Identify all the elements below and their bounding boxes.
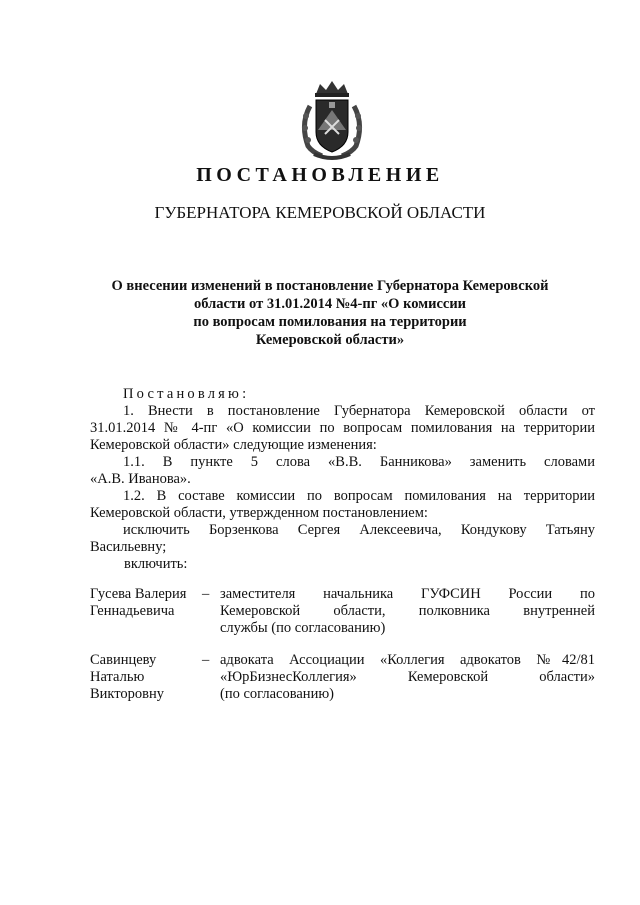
heading-line: по вопросам помилования на территории [193, 314, 467, 330]
decree-word: Постановляю: [123, 386, 250, 402]
member-role-line: адвоката Ассоциации «Коллегия адвокатов №42/81 [220, 652, 595, 668]
member-name [90, 586, 202, 637]
member-role [220, 586, 595, 637]
body-line: 1.2. В составе комиссии по вопросам помилования на территории [123, 488, 595, 504]
member-role-line: «ЮрБизнесКоллегия» Кемеровской области» [220, 669, 595, 685]
coat-of-arms-emblem [296, 80, 368, 162]
body-line: 31.01.2014 № 4-пг «О комиссии по вопросам помилования на территории [90, 420, 595, 436]
body-line: «А.В. Иванова». [90, 471, 191, 487]
member-dash: – [202, 652, 210, 668]
member-entry [90, 586, 595, 637]
document-body [90, 386, 595, 573]
heading-line: области от 31.01.2014 №4-пг «О комиссии [193, 296, 467, 312]
body-line: исключить Борзенкова Сергея Алексеевича, Кондукову Татьяну [123, 522, 595, 538]
body-line: Васильевну; [90, 539, 167, 555]
member-name [90, 652, 202, 703]
body-line: Кемеровской области» следующие изменения: [90, 437, 377, 453]
body-line: включить: [124, 556, 188, 572]
member-role-line: Кемеровской области, полковника внутренней [220, 603, 595, 619]
member-role-line: (по согласованию) [220, 686, 334, 702]
body-line: 1. Внести в постановление Губернатора Кемеровской области от [123, 403, 595, 419]
body-line: 1.1. В пункте 5 слова «В.В. Банникова» заменить словами [123, 454, 595, 470]
members-list [90, 586, 595, 718]
member-name-line: Геннадьевича [90, 603, 175, 619]
member-dash: – [202, 586, 210, 602]
issuer-subtitle: ГУБЕРНАТОРА КЕМЕРОВСКОЙ ОБЛАСТИ [154, 203, 486, 222]
member-name-line: Викторовну [90, 686, 165, 702]
document-title: ПОСТАНОВЛЕНИЕ [196, 164, 444, 186]
heading-line: О внесении изменений в постановление Губернатора Кемеровской [111, 278, 549, 294]
member-name-line: Савинцеву [90, 652, 157, 668]
member-name-line: Наталью [90, 669, 145, 685]
heading-line: Кемеровской области» [255, 332, 405, 348]
member-role-line: заместителя начальника ГУФСИН России по [220, 586, 595, 602]
member-role [220, 652, 595, 703]
member-entry [90, 652, 595, 703]
body-line: Кемеровской области, утвержденном постановлением: [90, 505, 428, 521]
document-heading [90, 277, 570, 349]
member-role-line: службы (по согласованию) [220, 620, 386, 636]
member-name-line: Гусева Валерия [90, 586, 187, 602]
